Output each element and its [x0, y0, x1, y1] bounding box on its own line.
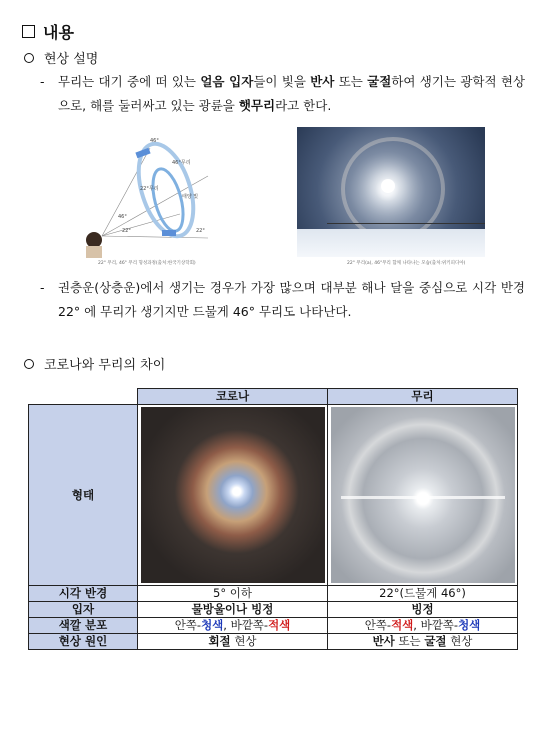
particle-halo: 빙정 [328, 602, 518, 618]
row-label-shape: 형태 [29, 405, 138, 586]
table-row [29, 586, 518, 602]
comparison-table [28, 388, 518, 650]
label-22-right: 22° [196, 228, 205, 234]
square-bullet-icon [22, 25, 35, 38]
color-halo: 안쪽-적색, 바깥쪽-청색 [328, 618, 518, 634]
table-row [29, 405, 518, 586]
dash-bullet: - [40, 280, 45, 295]
halo-image-cell [328, 405, 518, 586]
photo-caption: 22° 무리(a), 46°무리 함께 나타나는 모습(출처:위키피디아) [347, 261, 466, 266]
row-label-particle: 입자 [29, 602, 138, 618]
header-halo: 무리 [328, 389, 518, 405]
label-46-angle: 46° [118, 214, 127, 220]
subheading-difference [24, 354, 165, 373]
paragraph-occurrence-text: 권층운(상층운)에서 생기는 경우가 가장 많으며 대부분 해나 달을 중심으로 시각 반경 22° 에 무리가 생기지만 드물게 46° 무리도 나타난다. [58, 280, 525, 319]
diagram-caption: 22° 무리, 46° 무리 형성과정(출처:한국기상학회) [98, 261, 196, 266]
subheading-phenomenon-text: 현상 설명 [44, 52, 99, 67]
label-46: 46° [150, 138, 159, 144]
sun [381, 179, 395, 193]
section-heading [22, 20, 74, 43]
paragraph-occurrence [40, 276, 525, 324]
halo-photo-2 [331, 407, 515, 583]
cause-halo: 반사 또는 굴절 현상 [328, 634, 518, 650]
corona-image-cell [138, 405, 328, 586]
corona-photo [141, 407, 325, 583]
label-22-halo: 22°무리 [140, 186, 159, 192]
cause-corona: 회절 현상 [138, 634, 328, 650]
table-header-row [29, 389, 518, 405]
paragraph-definition-text: 무리는 대기 중에 떠 있는 얼음 입자들이 빛을 반사 또는 굴절하여 생기는 광학적 현상으로, 해를 둘러싸고 있는 광륜을 햇무리라고 한다. [58, 74, 526, 113]
row-label-cause: 현상 원인 [29, 634, 138, 650]
dash-bullet: - [40, 74, 45, 89]
row-label-radius: 시각 반경 [29, 586, 138, 602]
label-46-halo: 46°무리 [172, 160, 191, 166]
table-row [29, 634, 518, 650]
table-row [29, 618, 518, 634]
radius-corona: 5° 이하 [138, 586, 328, 602]
particle-corona: 물방울이나 빙정 [138, 602, 328, 618]
label-22-angle: 22° [122, 228, 131, 234]
circle-bullet-icon [24, 359, 34, 369]
section-title: 내용 [43, 23, 74, 42]
row-label-color: 색깔 분포 [29, 618, 138, 634]
label-sun: 태양 빛 [182, 194, 199, 200]
halo-photo [297, 127, 485, 257]
radius-halo: 22°(드물게 46°) [328, 586, 518, 602]
color-corona: 안쪽-청색, 바깥쪽-적색 [138, 618, 328, 634]
subheading-difference-text: 코로나와 무리의 차이 [44, 358, 166, 373]
circle-bullet-icon [24, 53, 34, 63]
header-corona: 코로나 [138, 389, 328, 405]
paragraph-definition [40, 70, 525, 118]
snow-ground [297, 229, 485, 257]
table-corner [29, 389, 138, 405]
table-row [29, 602, 518, 618]
subheading-phenomenon [24, 48, 98, 67]
halo-formation-diagram [80, 128, 212, 258]
